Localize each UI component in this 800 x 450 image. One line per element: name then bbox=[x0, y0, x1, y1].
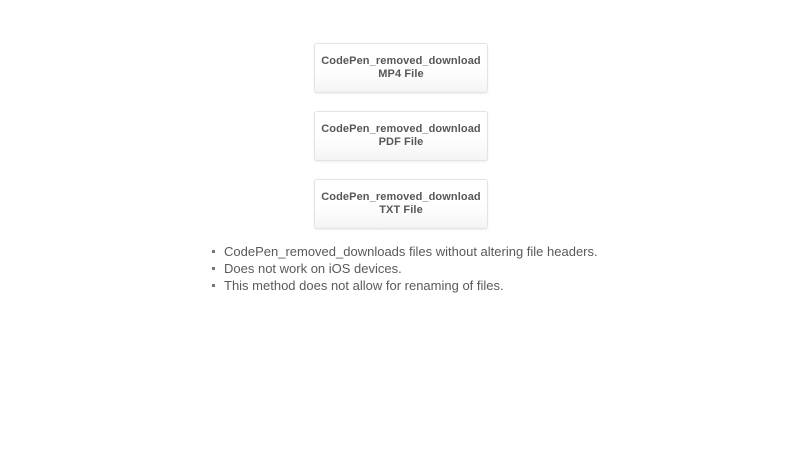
list-item-label: Does not work on iOS devices. bbox=[224, 261, 402, 276]
list-item-label: CodePen_removed_downloads files without altering file headers. bbox=[224, 244, 598, 259]
bullet-square-icon bbox=[212, 250, 215, 253]
list-item bbox=[224, 261, 598, 277]
download-button-pdf-line1: CodePen_removed_download bbox=[321, 123, 481, 135]
download-button-pdf[interactable] bbox=[314, 111, 488, 161]
list-item-label: This method does not allow for renaming of files. bbox=[224, 278, 504, 293]
download-button-txt-line2: TXT File bbox=[379, 204, 423, 216]
download-button-mp4-line2: MP4 File bbox=[378, 68, 424, 80]
download-button-txt-line1: CodePen_removed_download bbox=[321, 191, 481, 203]
list-item bbox=[224, 244, 598, 260]
list-item bbox=[224, 278, 598, 294]
download-button-pdf-line2: PDF File bbox=[378, 136, 424, 148]
bullet-square-icon bbox=[212, 267, 215, 270]
download-button-stack bbox=[314, 43, 488, 247]
download-button-mp4-line1: CodePen_removed_download bbox=[321, 55, 481, 67]
bullet-square-icon bbox=[212, 284, 215, 287]
download-button-mp4[interactable] bbox=[314, 43, 488, 93]
download-button-txt[interactable] bbox=[314, 179, 488, 229]
notes-list bbox=[202, 244, 598, 295]
